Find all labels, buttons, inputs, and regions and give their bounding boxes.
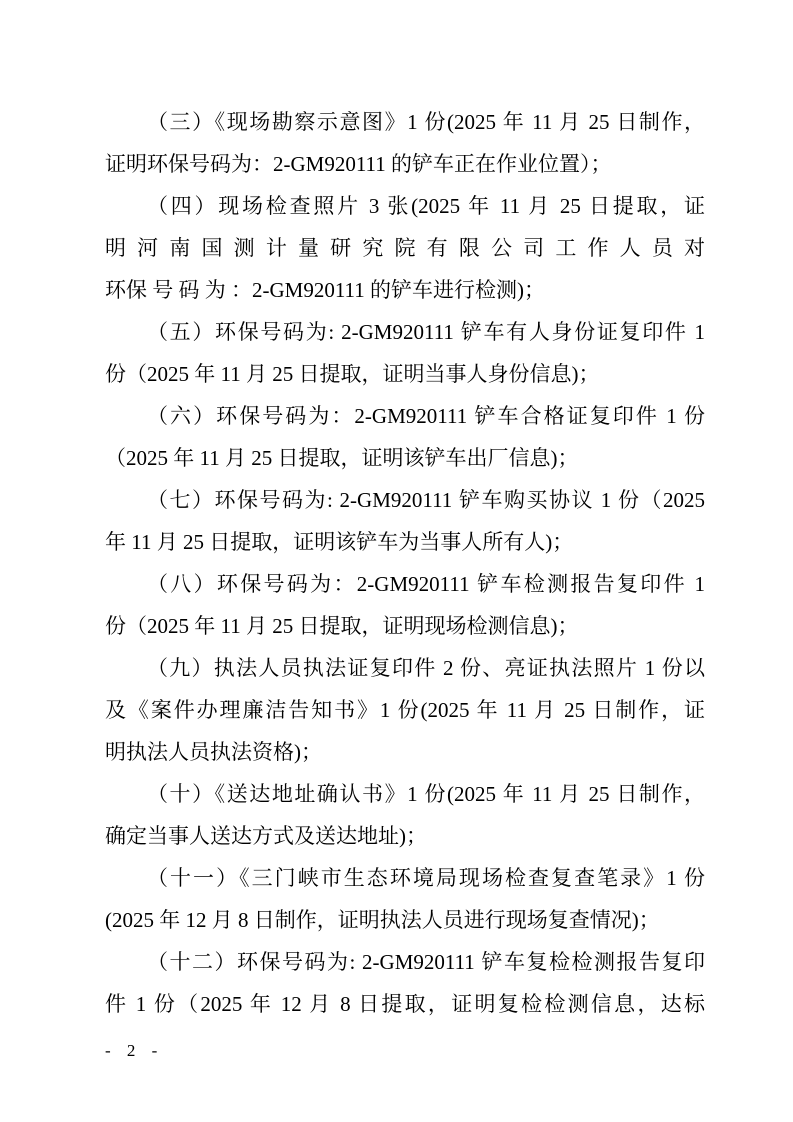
text-line: （九）执法人员执法证复印件 2 份、亮证执法照片 1 份以 <box>147 656 705 680</box>
text-line: (2025 年 12 月 8 日制作，证明执法人员进行现场复查情况)； <box>105 908 660 932</box>
text-line: 件 1 份（2025 年 12 月 8 日提取，证明复检检测信息，达标 <box>105 992 705 1016</box>
text-line: （十二）环保号码为: 2-GM920111 铲车复检检测报告复印 <box>147 950 705 974</box>
text-line: 份（2025 年 11 月 25 日提取，证明当事人身份信息)； <box>105 362 600 386</box>
page-number: - 2 - <box>105 1041 164 1060</box>
text-line: （十一）《三门峡市生态环境局现场检查复查笔录》1 份 <box>147 866 705 890</box>
text-line: 份（2025 年 11 月 25 日提取，证明现场检测信息)； <box>105 614 579 638</box>
text-line: （四）现场检查照片 3 张(2025 年 11 月 25 日提取，证 <box>147 194 705 218</box>
page-footer <box>105 1039 163 1063</box>
text-line: 及《案件办理廉洁告知书》1 份(2025 年 11 月 25 日制作，证 <box>105 698 705 722</box>
text-line: （十）《送达地址确认书》1 份(2025 年 11 月 25 日制作， <box>147 782 705 806</box>
evidence-list <box>105 101 705 1025</box>
text-line: 明执法人员执法资格)； <box>105 740 322 764</box>
text-line: （五）环保号码为: 2-GM920111 铲车有人身份证复印件 1 <box>147 320 705 344</box>
text-line: （三）《现场勘察示意图》1 份(2025 年 11 月 25 日制作， <box>147 110 705 134</box>
text-line: 环保 号 码 为 ：2-GM920111 的铲车进行检测)； <box>105 278 546 302</box>
text-line: （2025 年 11 月 25 日提取，证明该铲车出厂信息)； <box>105 446 579 470</box>
text-line: （七）环保号码为: 2-GM920111 铲车购买协议 1 份（2025 <box>147 488 705 512</box>
text-line: 证明环保号码为：2-GM920111 的铲车正在作业位置）； <box>105 152 612 176</box>
text-line: 明河南国测计量研究院有限公司工作人员对 <box>105 236 705 260</box>
text-line: 确定当事人送达方式及送达地址)； <box>105 824 427 848</box>
text-line: 年 11 月 25 日提取，证明该铲车为当事人所有人)； <box>105 530 574 554</box>
text-line: （八）环保号码为：2-GM920111 铲车检测报告复印件 1 <box>147 572 705 596</box>
text-line: （六）环保号码为：2-GM920111 铲车合格证复印件 1 份 <box>147 404 705 428</box>
